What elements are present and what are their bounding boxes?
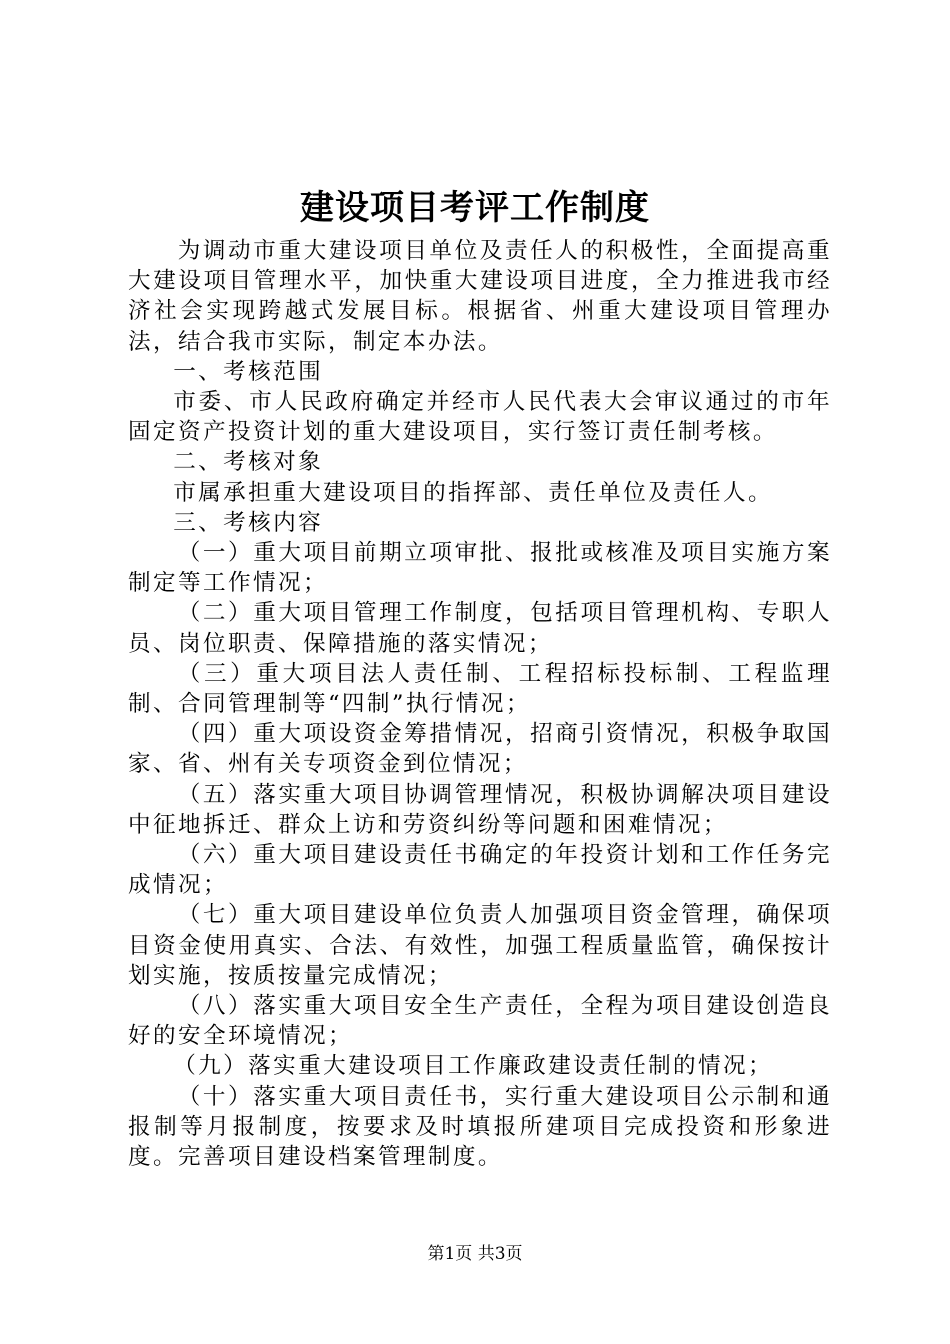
section-text-target: 市属承担重大建设项目的指挥部、责任单位及责任人。: [173, 479, 774, 506]
content-item-3: （三）重大项目法人责任制、工程招标投标制、工程监理制、合同管理制等“四制”执行情况；: [128, 660, 832, 718]
document-body: [128, 236, 832, 1172]
section-heading-target: 二、考核对象: [173, 449, 324, 476]
page-number-footer: 第1页 共3页: [427, 1244, 523, 1264]
content-item-6: （六）重大项目建设责任书确定的年投资计划和工作任务完成情况；: [128, 842, 832, 899]
content-item-7: （七）重大项目建设单位负责人加强项目资金管理，确保项目资金使用真实、合法、有效性，加强工程质量监管，确保按计划实施，按质按量完成情况；: [128, 902, 832, 989]
content-item-4: （四）重大项设资金筹措情况，招商引资情况，积极争取国家、省、州有关专项资金到位情况；: [128, 721, 832, 778]
section-text-scope: 市委、市人民政府确定并经市人民代表大会审议通过的市年固定资产投资计划的重大建设项目，实行签订责任制考核。: [128, 389, 832, 446]
intro-paragraph: 为调动市重大建设项目单位及责任人的积极性，全面提高重大建设项目管理水平，加快重大建设项目进度，全力推进我市经济社会实现跨越式发展目标。根据省、州重大建设项目管理办法，结合我市实际，制定本办法。: [128, 238, 832, 355]
content-item-5: （五）落实重大项目协调管理情况，积极协调解决项目建设中征地拆迁、群众上访和劳资纠纷等问题和困难情况；: [128, 781, 832, 838]
content-item-10: （十）落实重大项目责任书，实行重大建设项目公示制和通报制等月报制度，按要求及时填报所建项目完成投资和形象进度。完善项目建设档案管理制度。: [128, 1083, 832, 1171]
content-item-2: （二）重大项目管理工作制度，包括项目管理机构、专职人员、岗位职责、保障措施的落实情况；: [128, 600, 832, 657]
section-heading-content: 三、考核内容: [173, 509, 324, 536]
section-heading-scope: 一、考核范围: [173, 358, 324, 385]
content-item-9: （九）落实重大建设项目工作廉政建设责任制的情况；: [173, 1053, 774, 1080]
document-title: 建设项目考评工作制度: [300, 188, 650, 228]
content-item-1: （一）重大项目前期立项审批、报批或核准及项目实施方案制定等工作情况；: [128, 540, 832, 597]
content-item-8: （八）落实重大项目安全生产责任，全程为项目建设创造良好的安全环境情况；: [128, 993, 832, 1050]
